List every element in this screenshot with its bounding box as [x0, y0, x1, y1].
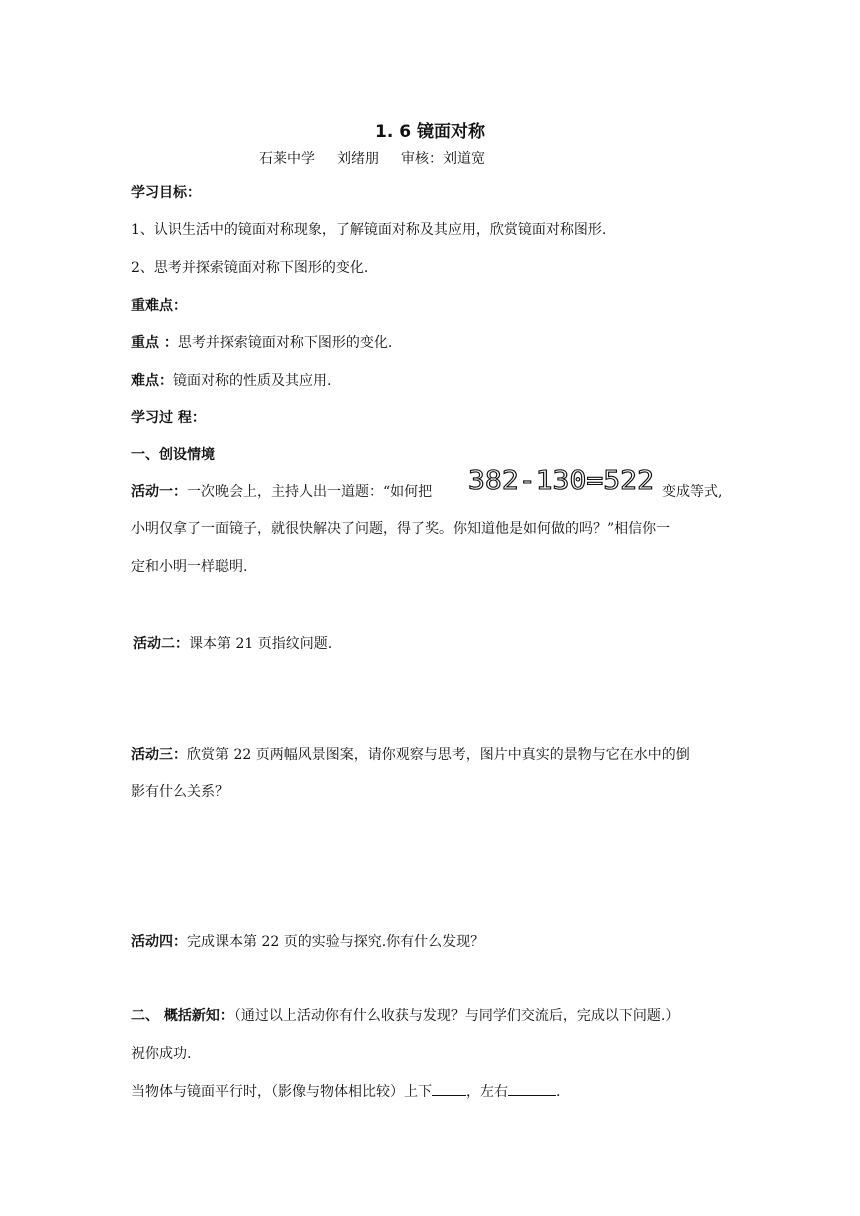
- goal-item-2: 2、思考并探索镜面对称下图形的变化.: [131, 260, 369, 276]
- activity-1-text-a: 一次晚会上，主持人出一道题：“如何把: [187, 484, 433, 500]
- summary-text-c: .: [556, 1084, 561, 1100]
- section-1-heading: 一、创设情境: [131, 447, 215, 463]
- activity-1-line-3: 定和小明一样聪明.: [131, 559, 248, 575]
- summary-text-a: 当物体与镜面平行时，（影像与物体相比较）上下: [131, 1084, 432, 1100]
- hard-point-text: 镜面对称的性质及其应用.: [173, 373, 332, 389]
- hard-point-label: 难点：: [131, 373, 173, 389]
- activity-2: [133, 633, 332, 653]
- reviewer-name: 审核：刘道宽: [401, 151, 485, 167]
- activity-4-text: 完成课本第 22 页的实验与探究.你有什么发现？: [187, 934, 485, 950]
- goal-item-1: 1、认识生活中的镜面对称现象，了解镜面对称及其应用，欣赏镜面对称图形.: [131, 222, 607, 238]
- summary-line-1: [131, 1005, 679, 1025]
- activity-3-label: 活动三：: [131, 747, 187, 763]
- key-point: [131, 332, 392, 352]
- key-point-label: 重点 ：: [131, 335, 178, 351]
- process-heading: 学习过 程：: [131, 410, 206, 426]
- author-line: [259, 148, 485, 168]
- activity-3-text: 欣赏第 22 页两幅风景图案，请你观察与思考，图片中真实的景物与它在水中的倒: [187, 747, 690, 763]
- activity-3-line-2: 影有什么关系？: [131, 784, 229, 800]
- activity-4: [131, 931, 484, 951]
- key-point-text: 思考并探索镜面对称下图形的变化.: [177, 335, 393, 351]
- summary-heading: 二、 概括新知：: [131, 1008, 234, 1024]
- activity-1-text-b: 变成等式,: [662, 484, 723, 500]
- activity-2-text: 课本第 21 页指纹问题.: [189, 636, 333, 652]
- activity-2-label: 活动二：: [133, 636, 189, 652]
- summary-line-2: 祝你成功.: [131, 1046, 192, 1062]
- summary-intro: （通过以上活动你有什么收获与发现？与同学们交流后，完成以下问题.）: [233, 1008, 680, 1024]
- activity-4-label: 活动四：: [131, 934, 187, 950]
- summary-line-3: [131, 1081, 560, 1101]
- page-title: 1. 6 镜面对称: [375, 122, 485, 142]
- blank-up-down[interactable]: [432, 1095, 466, 1096]
- equation-image: [468, 467, 656, 493]
- activity-1-line-2: 小明仅拿了一面镜子，就很快解决了问题，得了奖。你知道他是如何做的吗？”相信你一: [131, 521, 671, 537]
- hard-point: [131, 370, 331, 390]
- equation-text: 382-130=522: [468, 467, 654, 493]
- activity-1-label: 活动一：: [131, 484, 187, 500]
- author-name: 刘绪朋: [337, 151, 379, 167]
- summary-text-b: ，左右: [466, 1084, 508, 1100]
- activity-1-line-1: [131, 481, 432, 501]
- blank-left-right[interactable]: [508, 1095, 556, 1096]
- school-name: 石莱中学: [259, 151, 315, 167]
- difficulty-heading: 重难点：: [131, 298, 187, 314]
- activity-3-line-1: [131, 744, 690, 764]
- goals-heading: 学习目标：: [131, 185, 201, 201]
